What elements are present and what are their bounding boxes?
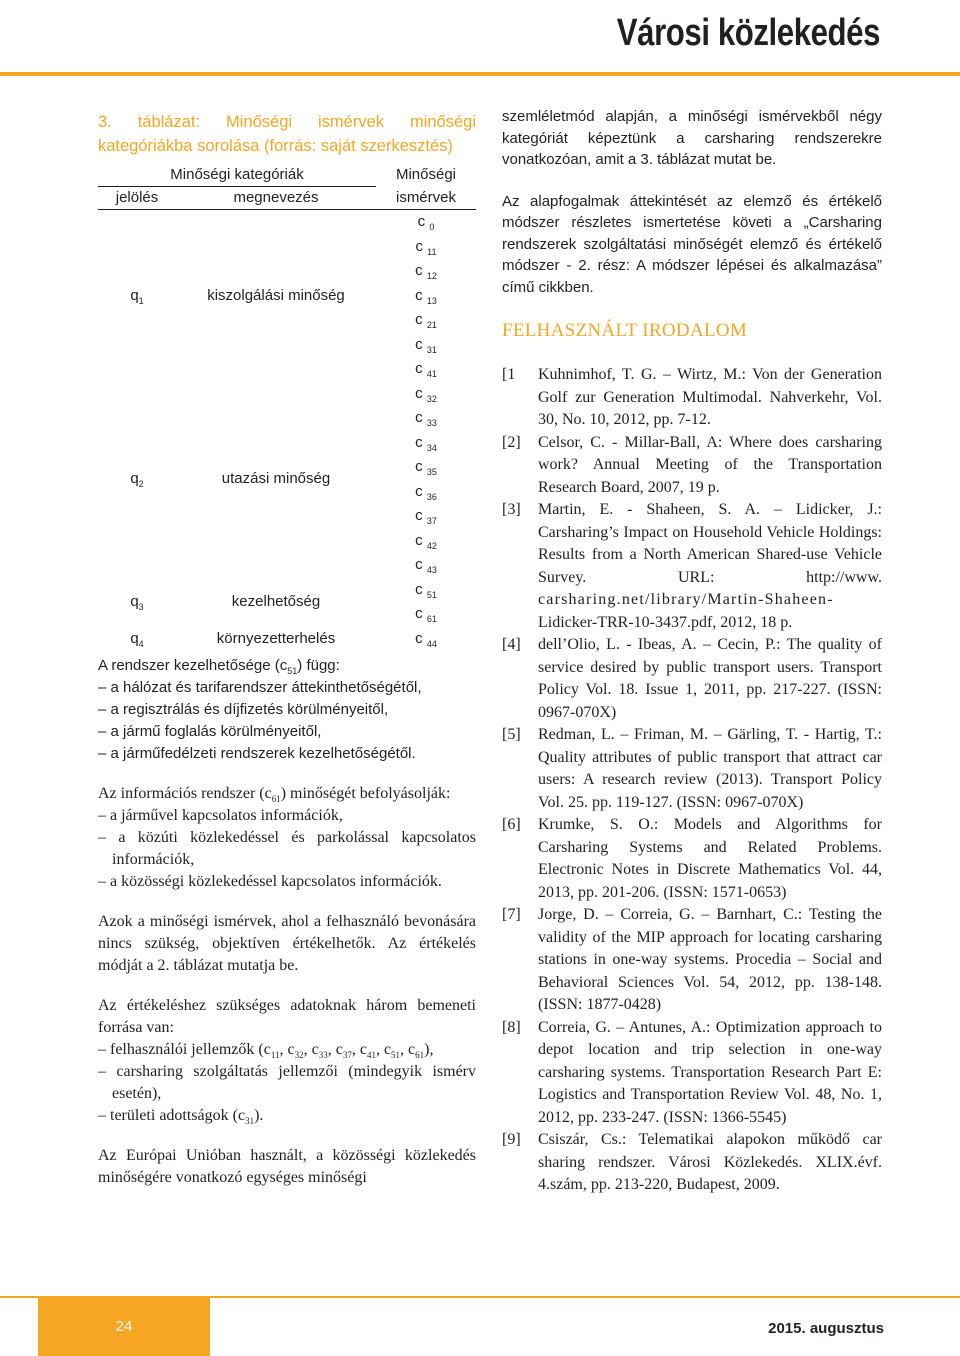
reference-item <box>502 904 882 1017</box>
criterion-code: c $_0$ <box>417 213 435 232</box>
reference-text: Krumke, S. O.: Models and Algorithms for Carsharing Systems and Related Problems. Electronic Notes in Discrete Mathematics Vol. 44, 2013, pp. 201-206. (ISSN: 1571-0653) <box>538 816 882 901</box>
table-body <box>98 210 476 652</box>
reference-text: Kuhnimhof, T. G. – Wirtz, M.: Von der Generation Golf zur Generation Multimodal. Nahverkehr, Vol. 30, No. 10, 2012, pp. 7-12. <box>538 366 882 428</box>
list-item: – a járműfedélzeti rendszerek kezelhetőségétől. <box>98 745 416 762</box>
reference-number: [4] <box>502 636 521 653</box>
criterion-code: c $_{51}$ <box>415 580 437 600</box>
list-item: – a regisztrálás és díjfizetés körülményeitől, <box>98 701 389 718</box>
reference-number: [3] <box>502 501 521 518</box>
category-name: kiszolgálási minőség <box>207 286 345 304</box>
methodology-paragraph: szemléletmód alapján, a minőségi ismérvekből négy kategóriát képeztünk a carsharing rendszerekre vonatkozóan, amit a 3. táblázat mutat be. <box>502 108 882 168</box>
reference-number: [9] <box>502 1131 521 1148</box>
criterion-code: c $_{37}$ <box>415 507 437 526</box>
reference-text: Correia, G. – Antunes, A.: Optimization approach to depot location and trip selection in one-way carsharing systems. Transportation Research Part E: Logistics and Transportation Review Vol. 48, No. 1, 2012, pp. 233-247. (ISSN: 1366-5545) <box>538 1018 882 1126</box>
reference-text: Csiszár, Cs.: Telematikai alapokon működő car sharing rendszer. Városi Közlekedés. XLIX.évf. 4.szám, pp. 213-220, Budapest, 2009. <box>538 1131 882 1193</box>
criterion-code: c $_{11}$ <box>415 237 437 257</box>
category-name: környezetterhelés <box>216 629 336 647</box>
reference-number: [6] <box>502 816 521 833</box>
quality-category-table <box>98 164 476 651</box>
table-head-criteria-line1: Minőségi <box>395 166 457 184</box>
references-list <box>502 364 882 1197</box>
criterion-code: c $_{43}$ <box>415 556 437 575</box>
criterion-code: c $_{33}$ <box>415 409 437 428</box>
info-system-list <box>98 805 476 893</box>
reference-item <box>502 814 882 904</box>
category-name: utazási minőség <box>221 470 331 488</box>
table-row <box>98 627 476 652</box>
issue-date: 2015. augusztus <box>768 1320 884 1337</box>
reference-item <box>502 432 882 500</box>
table-head-categories: Minőségi kategóriák <box>98 164 376 187</box>
category-symbol: $q_3$ <box>130 592 144 612</box>
criterion-code: c $_{35}$ <box>415 458 437 477</box>
criterion-code: c $_{21}$ <box>415 311 437 330</box>
usability-intro: A rendszer kezelhetősége $(c_{51})$ függ: <box>98 657 340 676</box>
input-source-user-features: – felhasználói jellemzők ($c_{11}$, $c_{32}$, $c_{33}$, $c_{37}$, $c_{41}$, $c_{51}$, $c_{61}$), <box>98 1041 434 1060</box>
criterion-code: c $_{31}$ <box>415 335 437 355</box>
list-item: – a jármű foglalás körülményeitől, <box>98 723 322 740</box>
criterion-code: c $_{13}$ <box>415 286 437 306</box>
table-row <box>98 382 476 407</box>
criterion-code: c $_{12}$ <box>415 262 437 281</box>
page-number: 24 <box>38 1296 210 1356</box>
header-rule <box>0 72 960 76</box>
category-symbol: $q_1$ <box>130 286 144 306</box>
list-item: – a közúti közlekedéssel és parkolással kapcsolatos információk, <box>98 829 476 868</box>
reference-item <box>502 364 882 432</box>
table-row <box>98 210 476 235</box>
reference-item <box>502 634 882 724</box>
info-system-intro: Az információs rendszer $(c_{61})$ minőségét befolyásolják: <box>98 785 451 804</box>
criterion-code: c $_{42}$ <box>415 531 437 551</box>
reference-number: [7] <box>502 906 521 923</box>
reference-text: Redman, L. – Friman, M. – Gärling, T. - Hartig, T.: Quality attributes of public transport that attract car users: A research review (2013). Transport Policy Vol. 25. pp. 119-127. (ISSN: 0967-070X) <box>538 726 882 811</box>
category-symbol: $q_2$ <box>130 470 144 490</box>
criterion-code: c $_{41}$ <box>415 360 437 379</box>
references-heading: FELHASZNÁLT IRODALOM <box>502 320 748 341</box>
criterion-code: c $_{34}$ <box>415 433 437 453</box>
criterion-code: c $_{36}$ <box>415 482 437 502</box>
reference-number: [1 <box>502 366 516 383</box>
reference-item <box>502 1129 882 1197</box>
reference-item <box>502 1017 882 1130</box>
right-column <box>502 106 882 1197</box>
reference-number: [5] <box>502 726 521 743</box>
criterion-code: c $_{61}$ <box>415 605 437 624</box>
reference-text: Celsor, C. - Millar-Ball, A: Where does carsharing work? Annual Meeting of the Transportation Research Board, 2007, 19 p. <box>538 433 882 496</box>
reference-text: Martin, E. - Shaheen, S. A. – Lidicker, J.: Carsharing’s Impact on Household Vehicle Holdings: Results from a North American Shared-use Vehicle Survey. URL: http://www. carsharing.net/library/Martin-Shaheen- Lidicker-TRR-10-3437.pdf, 2012, 18 p. <box>538 501 882 631</box>
input-source-territorial: – területi adottságok $(c_{31})$. <box>98 1107 264 1126</box>
reference-url[interactable]: carsharing.net/library/Martin-Shaheen- <box>538 591 834 608</box>
reference-item <box>502 499 882 634</box>
input-source-service-features: – carsharing szolgáltatás jellemzői (mindegyik ismérv esetén), <box>98 1063 476 1102</box>
article-reference-paragraph: Az alapfogalmak áttekintését az elemző és értékelő módszer részletes ismertetése követi a „Carsharing rendszerek szolgáltatási minőségét elemző és értékelő módszer - 2. rész: A módszer lépései és alkalmazása” című cikkben. <box>502 192 882 296</box>
criterion-code: c $_{32}$ <box>415 384 437 404</box>
eu-quality-paragraph: Az Európai Unióban használt, a közösségi közlekedés minőségére vonatkozó egységes minőségi <box>98 1147 476 1186</box>
reference-number: [8] <box>502 1018 521 1036</box>
table-head-name: megnevezés <box>176 187 376 210</box>
table-row <box>98 578 476 603</box>
journal-title: Városi közlekedés <box>616 12 880 54</box>
category-symbol: $q_4$ <box>130 629 144 649</box>
objective-criteria-paragraph: Azok a minőségi ismérvek, ahol a felhasználó bevonására nincs szükség, objektíven értékelhetők. Az értékelés módját a 2. táblázat mutatja be. <box>98 913 476 974</box>
reference-text: Jorge, D. – Correia, G. – Barnhart, C.: Testing the validity of the MIP approach for locating carsharing stations in one-way systems. Procedia – Social and Behavioral Sciences Vol. 54, 2012, pp. 138-148. (ISSN: 1877-0428) <box>538 906 882 1013</box>
table-head-symbol: jelölés <box>98 187 176 210</box>
left-column <box>98 110 476 1189</box>
criterion-code: c $_{44}$ <box>415 629 437 649</box>
table-caption: 3. táblázat: Minőségi ismérvek minőségi kategóriákba sorolása (forrás: saját szerkesztés) <box>98 113 476 155</box>
list-item: – a hálózat és tarifarendszer áttekinthetőségétől, <box>98 679 422 696</box>
category-name: kezelhetőség <box>231 592 321 610</box>
table-head-criteria-line2: ismérvek <box>376 187 476 210</box>
input-sources-intro: Az értékeléshez szükséges adatoknak három bemeneti forrása van: <box>98 997 476 1036</box>
list-item: – a járművel kapcsolatos információk, <box>98 807 343 824</box>
reference-number: [2] <box>502 433 521 451</box>
reference-item <box>502 724 882 814</box>
list-item: – a közösségi közlekedéssel kapcsolatos információk. <box>98 873 442 890</box>
reference-text: dell’Olio, L. - Ibeas, A. – Cecin, P.: The quality of service desired by public transport users. Transport Policy Vol. 18. Issue 1, 2011, pp. 217-227. (ISSN: 0967-070X) <box>538 636 882 721</box>
usability-list <box>98 677 476 765</box>
